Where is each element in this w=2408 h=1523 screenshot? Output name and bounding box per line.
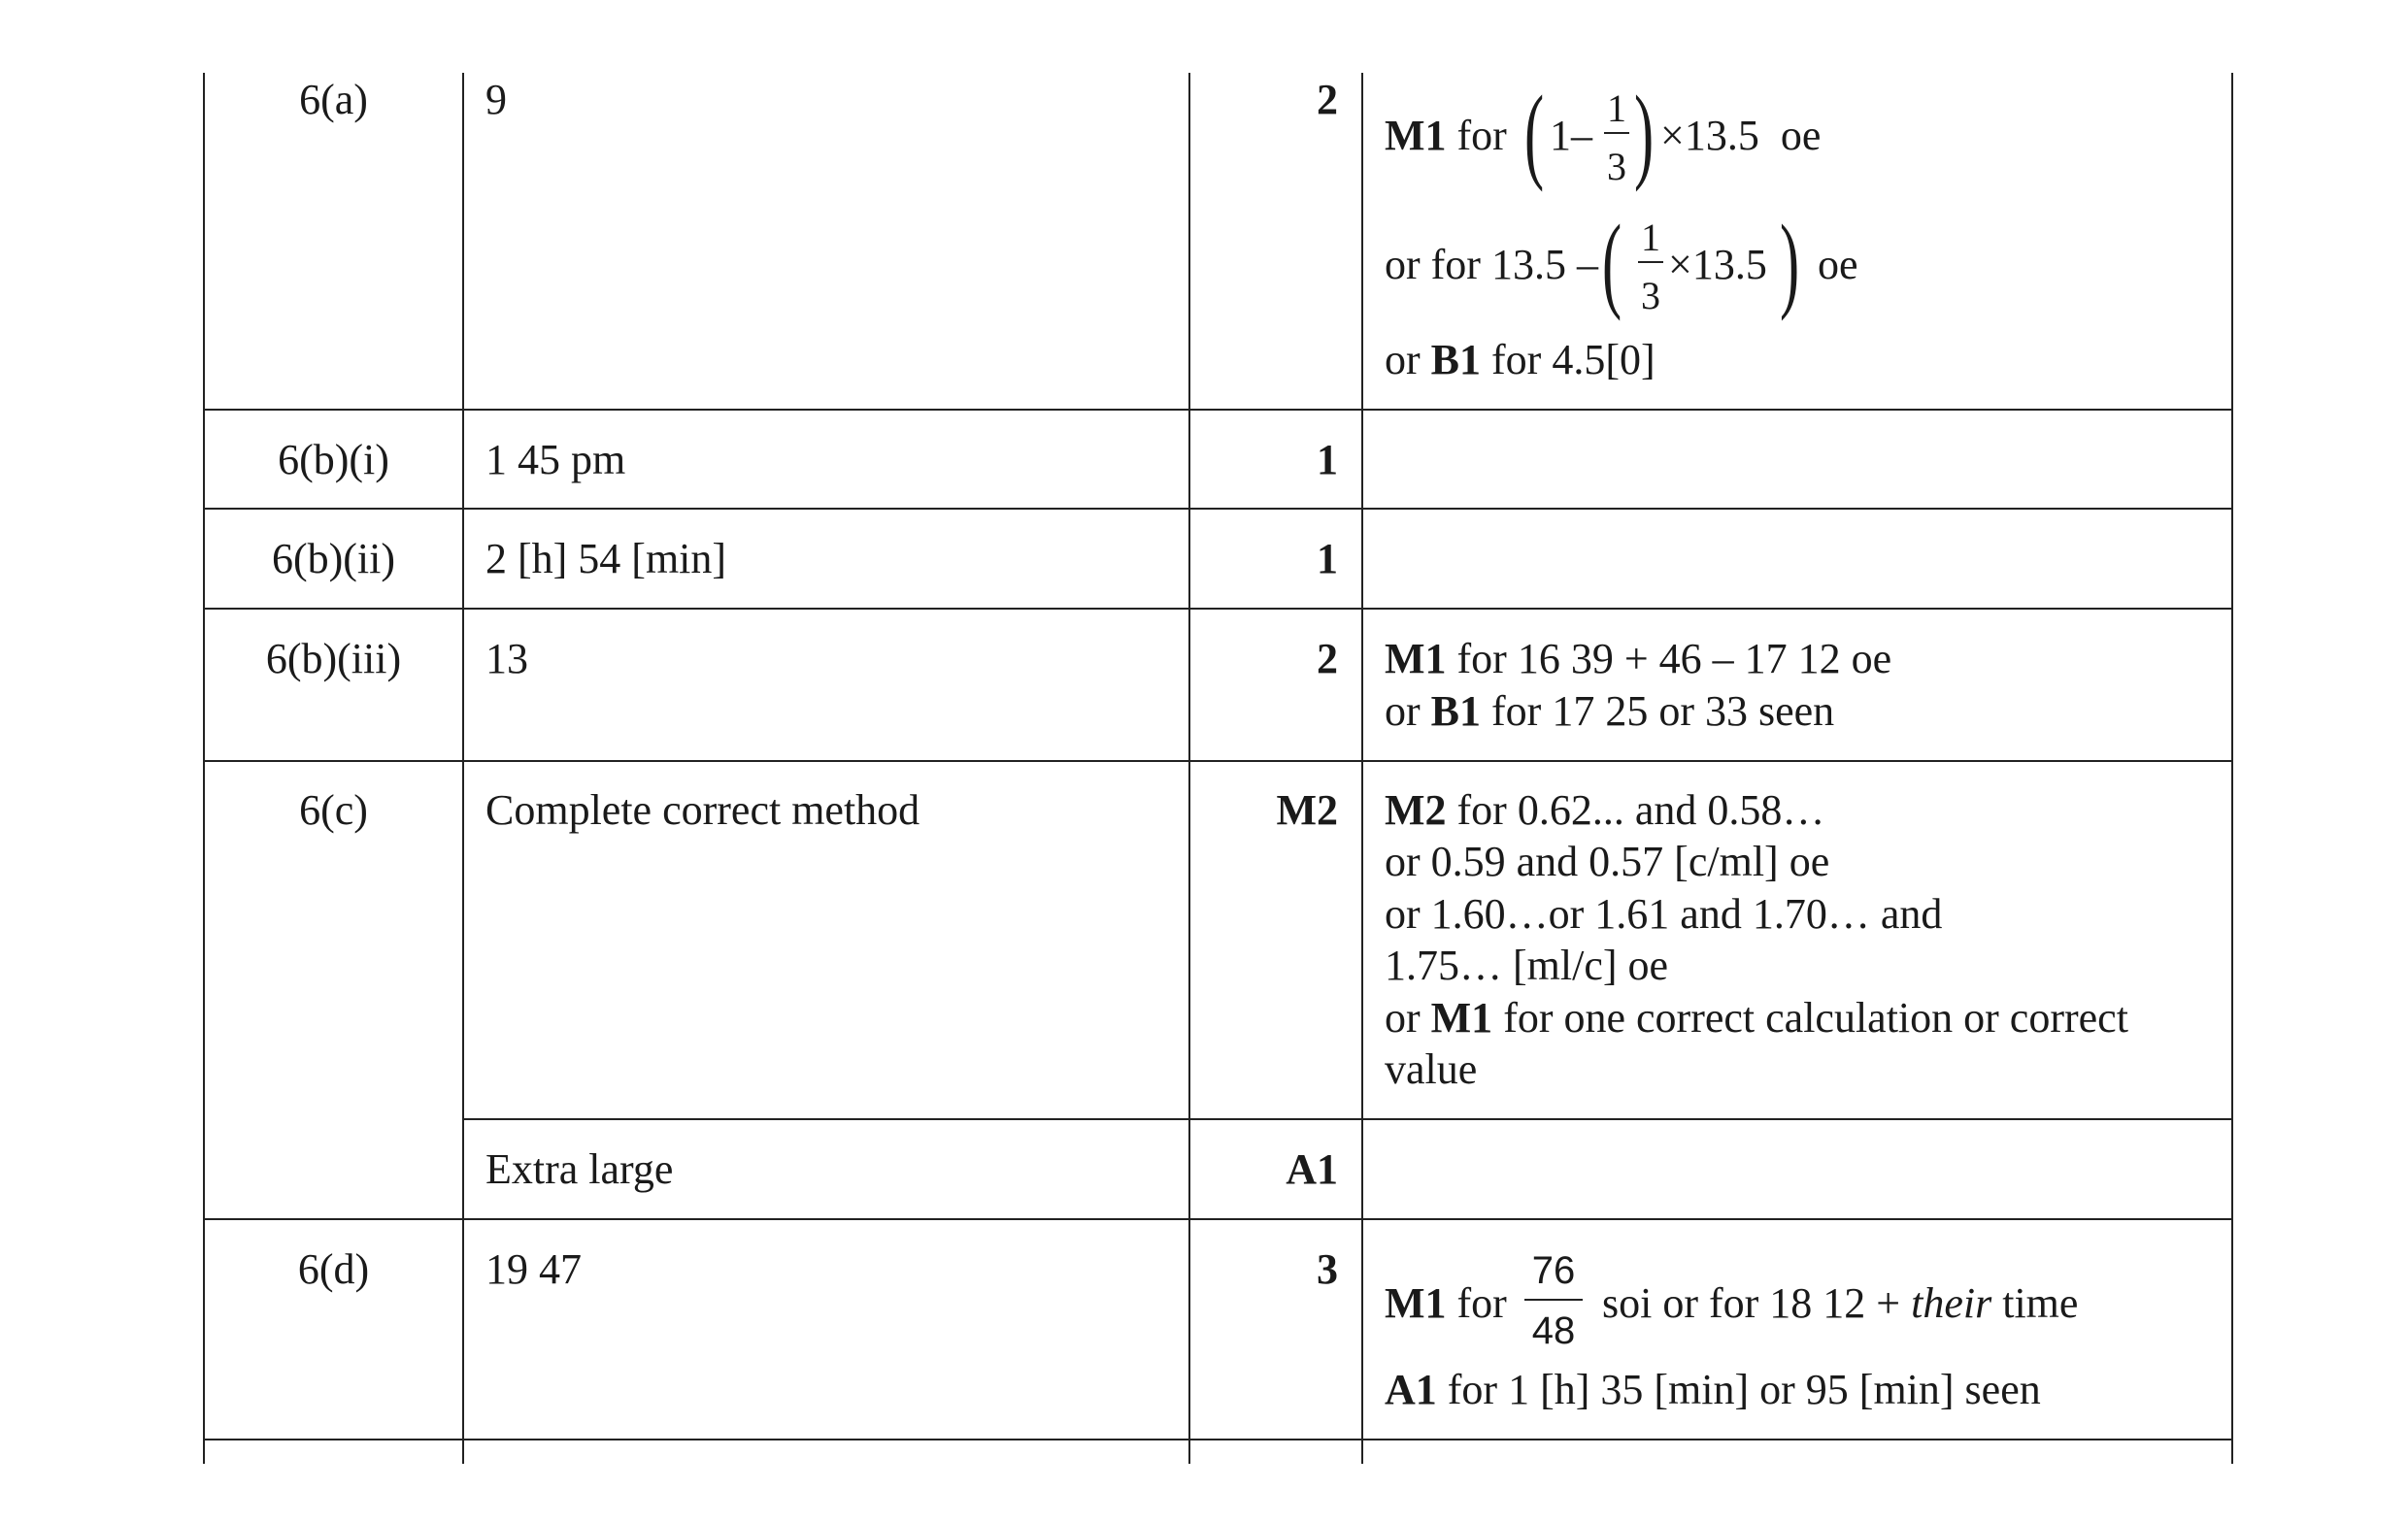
answer-cell: 19 47 bbox=[485, 1245, 582, 1293]
fraction-denominator: 3 bbox=[1641, 274, 1660, 317]
marks-cell bbox=[1190, 535, 1338, 583]
guidance-text: or for 13.5 – bbox=[1385, 241, 1598, 288]
marks-cell bbox=[1190, 1245, 1338, 1294]
fraction-bar bbox=[1524, 1299, 1583, 1301]
guidance-text: for bbox=[1456, 112, 1507, 159]
marks-value: A1 bbox=[1286, 1145, 1338, 1193]
marks-value: 2 bbox=[1317, 76, 1338, 123]
row-line bbox=[203, 760, 2233, 762]
marks-cell bbox=[1190, 786, 1338, 835]
fraction-denominator: 3 bbox=[1607, 145, 1626, 188]
guidance-line: or B1 for 17 25 or 33 seen bbox=[1385, 687, 1835, 735]
mark-code: A1 bbox=[1385, 1366, 1437, 1413]
guidance-line: 1.75… [ml/c] oe bbox=[1385, 942, 1669, 989]
answer-cell: 9 bbox=[485, 76, 507, 123]
guidance-line: M2 for 0.62... and 0.58… bbox=[1385, 786, 1825, 834]
row-line bbox=[203, 508, 2233, 510]
question-number: 6(a) bbox=[299, 76, 368, 123]
answer-cell: Extra large bbox=[485, 1145, 674, 1193]
question-number: 6(b)(i) bbox=[278, 436, 389, 483]
fraction-bar bbox=[1604, 132, 1629, 134]
guidance-line: M1 for bbox=[1385, 1279, 1507, 1327]
guidance-line: A1 for 1 [h] 35 [min] or 95 [min] seen bbox=[1385, 1366, 2041, 1413]
guidance-line: or B1 for 4.5[0] bbox=[1385, 336, 1656, 383]
guidance-line: or M1 for one correct calculation or correct bbox=[1385, 994, 2128, 1042]
guidance-line: or 0.59 and 0.57 [c/ml] oe bbox=[1385, 838, 1830, 885]
table-divider-3 bbox=[1361, 73, 1363, 1464]
marks-cell bbox=[1190, 1145, 1338, 1194]
marks-value: 3 bbox=[1317, 1245, 1338, 1293]
mark-code: M1 bbox=[1430, 994, 1493, 1042]
marks-cell bbox=[1190, 635, 1338, 683]
left-parenthesis: ( bbox=[1524, 74, 1545, 192]
answer-cell: 2 [h] 54 [min] bbox=[485, 535, 727, 582]
marks-value: M2 bbox=[1276, 786, 1338, 834]
question-number: 6(c) bbox=[299, 786, 368, 834]
marks-cell bbox=[1190, 76, 1338, 124]
table-divider-1 bbox=[462, 73, 464, 1464]
question-number: 6(b)(iii) bbox=[265, 635, 402, 682]
guidance-text: 1– bbox=[1550, 112, 1592, 159]
row-line bbox=[203, 409, 2233, 411]
row-line bbox=[203, 608, 2233, 610]
guidance-text: oe bbox=[1818, 241, 1858, 288]
answer-cell: 1 45 pm bbox=[485, 436, 626, 483]
fraction-bar bbox=[1638, 261, 1663, 263]
guidance-line: value bbox=[1385, 1045, 1478, 1093]
marks-value: 1 bbox=[1317, 436, 1338, 483]
answer-cell: 13 bbox=[485, 635, 528, 682]
row-line-partial bbox=[462, 1118, 2233, 1120]
guidance-line: or 1.60…or 1.61 and 1.70… and bbox=[1385, 890, 1943, 938]
fraction-numerator: 76 bbox=[1531, 1249, 1576, 1292]
question-number: 6(b)(ii) bbox=[271, 535, 396, 582]
row-line bbox=[203, 1439, 2233, 1440]
marks-cell bbox=[1190, 436, 1338, 484]
guidance-text: ×13.5 oe bbox=[1660, 112, 1822, 159]
italic-text: their bbox=[1911, 1279, 1992, 1327]
answer-cell: Complete correct method bbox=[485, 786, 920, 834]
fraction-denominator: 48 bbox=[1531, 1309, 1576, 1352]
marks-value: 2 bbox=[1317, 635, 1338, 682]
question-number: 6(d) bbox=[297, 1245, 370, 1293]
right-parenthesis: ) bbox=[1634, 74, 1655, 192]
guidance-text: ×13.5 bbox=[1668, 241, 1767, 288]
guidance-line bbox=[1385, 112, 1507, 160]
mark-code: M1 bbox=[1385, 112, 1447, 159]
row-line bbox=[203, 1218, 2233, 1220]
guidance-text: soi or for 18 12 + their time bbox=[1602, 1279, 2079, 1327]
mark-code: B1 bbox=[1430, 336, 1482, 383]
guidance-line: M1 for 16 39 + 46 – 17 12 oe bbox=[1385, 635, 1892, 682]
left-parenthesis: ( bbox=[1602, 203, 1622, 321]
marks-value: 1 bbox=[1317, 535, 1338, 582]
mark-code: M2 bbox=[1385, 786, 1447, 834]
fraction-numerator: 1 bbox=[1607, 86, 1626, 130]
right-parenthesis: ) bbox=[1780, 203, 1800, 321]
mark-code: M1 bbox=[1385, 635, 1447, 682]
mark-code: M1 bbox=[1385, 1279, 1447, 1327]
mark-code: B1 bbox=[1430, 687, 1482, 735]
fraction-numerator: 1 bbox=[1641, 215, 1660, 259]
table-border-right bbox=[2231, 73, 2233, 1464]
